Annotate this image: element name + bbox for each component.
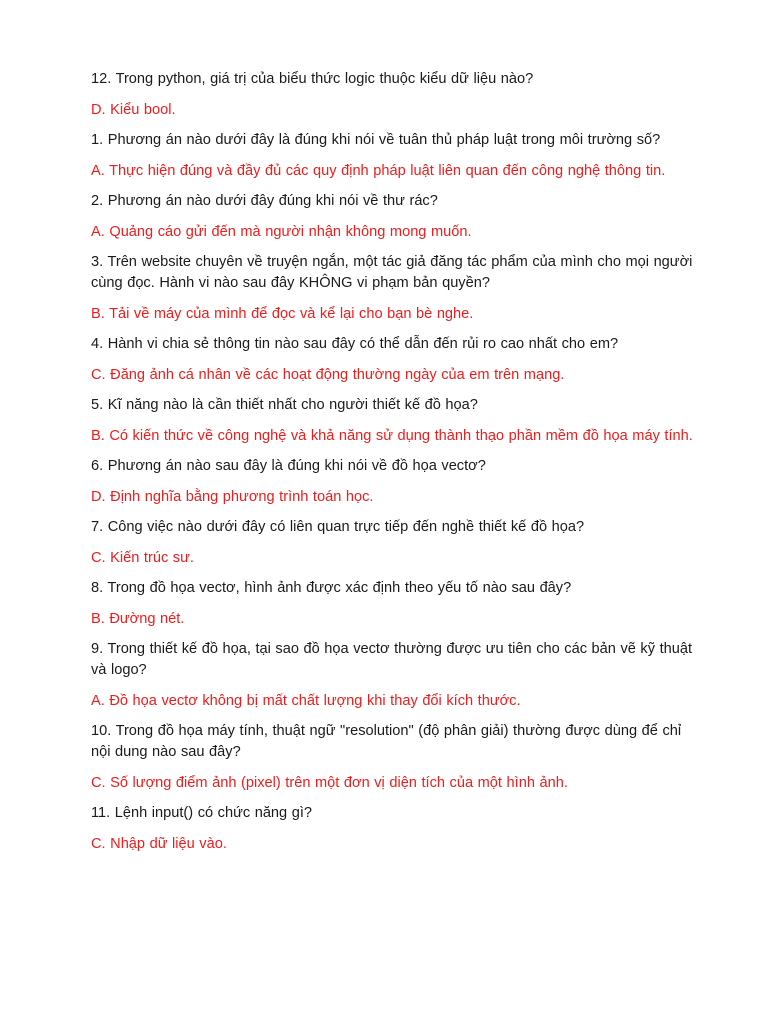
answer-4: C. Đăng ảnh cá nhân về các hoạt động thường ngày của em trên mạng. [91, 366, 565, 383]
question-4: 4. Hành vi chia sẻ thông tin nào sau đây có thể dẫn đến rủi ro cao nhất cho em? [91, 336, 619, 352]
question-5: 5. Kĩ năng nào là cần thiết nhất cho người thiết kế đồ họa? [91, 397, 478, 413]
question-6: 6. Phương án nào sau đây là đúng khi nói về đồ họa vectơ? [91, 458, 486, 474]
question-9: 9. Trong thiết kế đồ họa, tại sao đồ họa vectơ thường được ưu tiên cho các bản vẽ kỹ thuật và logo? [91, 641, 693, 678]
answer-7: C. Kiến trúc sư. [91, 549, 194, 566]
document-page [91, 69, 695, 864]
answer-8: B. Đường nét. [91, 610, 185, 627]
answer-3: B. Tải về máy của mình để đọc và kể lại cho bạn bè nghe. [91, 305, 474, 322]
question-12: 12. Trong python, giá trị của biểu thức logic thuộc kiểu dữ liệu nào? [91, 71, 534, 87]
question-7: 7. Công việc nào dưới đây có liên quan trực tiếp đến nghề thiết kế đồ họa? [91, 519, 585, 535]
answer-11: C. Nhập dữ liệu vào. [91, 835, 227, 852]
question-1: 1. Phương án nào dưới đây là đúng khi nói về tuân thủ pháp luật trong môi trường số? [91, 132, 661, 148]
question-11: 11. Lệnh input() có chức năng gì? [91, 805, 313, 821]
answer-6: D. Định nghĩa bằng phương trình toán học. [91, 488, 374, 505]
answer-5: B. Có kiến thức về công nghệ và khả năng sử dụng thành thạo phần mềm đồ họa máy tính. [91, 427, 693, 444]
answer-1: A. Thực hiện đúng và đầy đủ các quy định pháp luật liên quan đến công nghệ thông tin. [91, 162, 666, 179]
answer-2: A. Quảng cáo gửi đến mà người nhận không mong muốn. [91, 223, 472, 240]
question-10: 10. Trong đồ họa máy tính, thuật ngữ "resolution" (độ phân giải) thường được dùng để chỉ nội dung nào sau đây? [91, 723, 682, 760]
question-3: 3. Trên website chuyên về truyện ngắn, một tác giả đăng tác phẩm của mình cho mọi người cùng đọc. Hành vi nào sau đây KHÔNG vi phạm bản quyền? [91, 254, 693, 291]
question-8: 8. Trong đồ họa vectơ, hình ảnh được xác định theo yếu tố nào sau đây? [91, 580, 572, 596]
answer-10: C. Số lượng điểm ảnh (pixel) trên một đơn vị diện tích của một hình ảnh. [91, 774, 568, 791]
answer-9: A. Đồ họa vectơ không bị mất chất lượng khi thay đổi kích thước. [91, 692, 521, 709]
answer-12: D. Kiểu bool. [91, 101, 176, 118]
question-2: 2. Phương án nào dưới đây đúng khi nói về thư rác? [91, 193, 438, 209]
